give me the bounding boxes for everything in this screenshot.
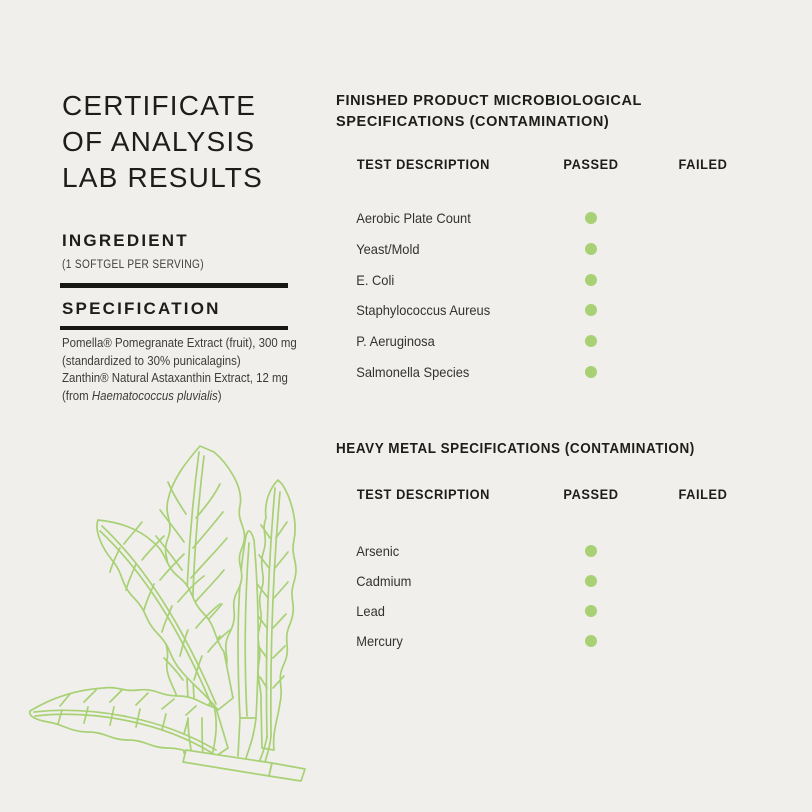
page-title-line: LAB RESULTS [62,162,263,193]
table-row [336,295,772,326]
page-title-line: OF ANALYSIS [62,126,256,157]
table-row [336,566,772,596]
test-name: E. Coli [356,271,395,288]
heavy-metal-table-rows [336,536,772,656]
passed-dot [585,274,597,286]
specification-text [62,334,322,404]
table-row [336,626,772,656]
page-title [62,88,263,196]
heavy-metal-section-title: HEAVY METAL SPECIFICATIONS (CONTAMINATION) [336,441,695,457]
table-row [336,234,772,265]
column-passed: PASSED [563,487,619,502]
column-passed: PASSED [563,157,619,172]
spec-line-species: (from Haematococcus pluvialis) [62,387,222,403]
test-name: Yeast/Mold [356,241,420,258]
seaweed-illustration [18,418,330,800]
column-test-description: TEST DESCRIPTION [356,157,491,172]
divider-rule [60,326,288,330]
passed-dot [585,366,597,378]
passed-dot [585,243,597,255]
micro-table-header [336,157,772,172]
serving-note: (1 SOFTGEL PER SERVING) [62,259,204,271]
micro-table-rows [336,203,772,387]
column-failed: FAILED [678,157,728,172]
passed-cell [548,212,634,224]
passed-cell [548,575,634,587]
passed-cell [548,335,634,347]
passed-dot [585,575,597,587]
test-name: P. Aeruginosa [356,333,435,350]
table-row [336,356,772,387]
passed-cell [548,304,634,316]
passed-dot [585,212,597,224]
test-name: Arsenic [356,543,400,559]
passed-dot [585,635,597,647]
passed-cell [548,274,634,286]
test-name: Salmonella Species [356,363,470,380]
table-row [336,536,772,566]
spec-line: (standardized to 30% punicalagins) [62,352,241,368]
test-name: Cadmium [356,573,412,589]
divider-rule [60,283,288,288]
table-row [336,203,772,234]
ingredient-heading: INGREDIENT [62,231,189,250]
column-failed: FAILED [678,487,728,502]
passed-cell [548,635,634,647]
passed-dot [585,335,597,347]
test-name: Aerobic Plate Count [356,210,471,227]
passed-cell [548,243,634,255]
spec-line: Pomella® Pomegranate Extract (fruit), 300 mg [62,335,297,350]
micro-section-title: FINISHED PRODUCT MICROBIOLOGICAL SPECIFICATIONS (CONTAMINATION) [336,93,642,130]
passed-dot [585,545,597,557]
passed-dot [585,605,597,617]
passed-cell [548,366,634,378]
column-test-description: TEST DESCRIPTION [356,487,491,502]
table-row [336,596,772,626]
specification-heading: SPECIFICATION [62,299,221,318]
heavy-metal-table-header [336,487,772,502]
test-name: Mercury [356,633,403,649]
passed-cell [548,605,634,617]
spec-line: Zanthin® Natural Astaxanthin Extract, 12 mg [62,370,288,385]
page-title-line: CERTIFICATE [62,90,257,121]
test-name: Lead [356,603,385,619]
table-row [336,326,772,357]
passed-dot [585,304,597,316]
test-name: Staphylococcus Aureus [356,302,491,319]
passed-cell [548,545,634,557]
table-row [336,264,772,295]
